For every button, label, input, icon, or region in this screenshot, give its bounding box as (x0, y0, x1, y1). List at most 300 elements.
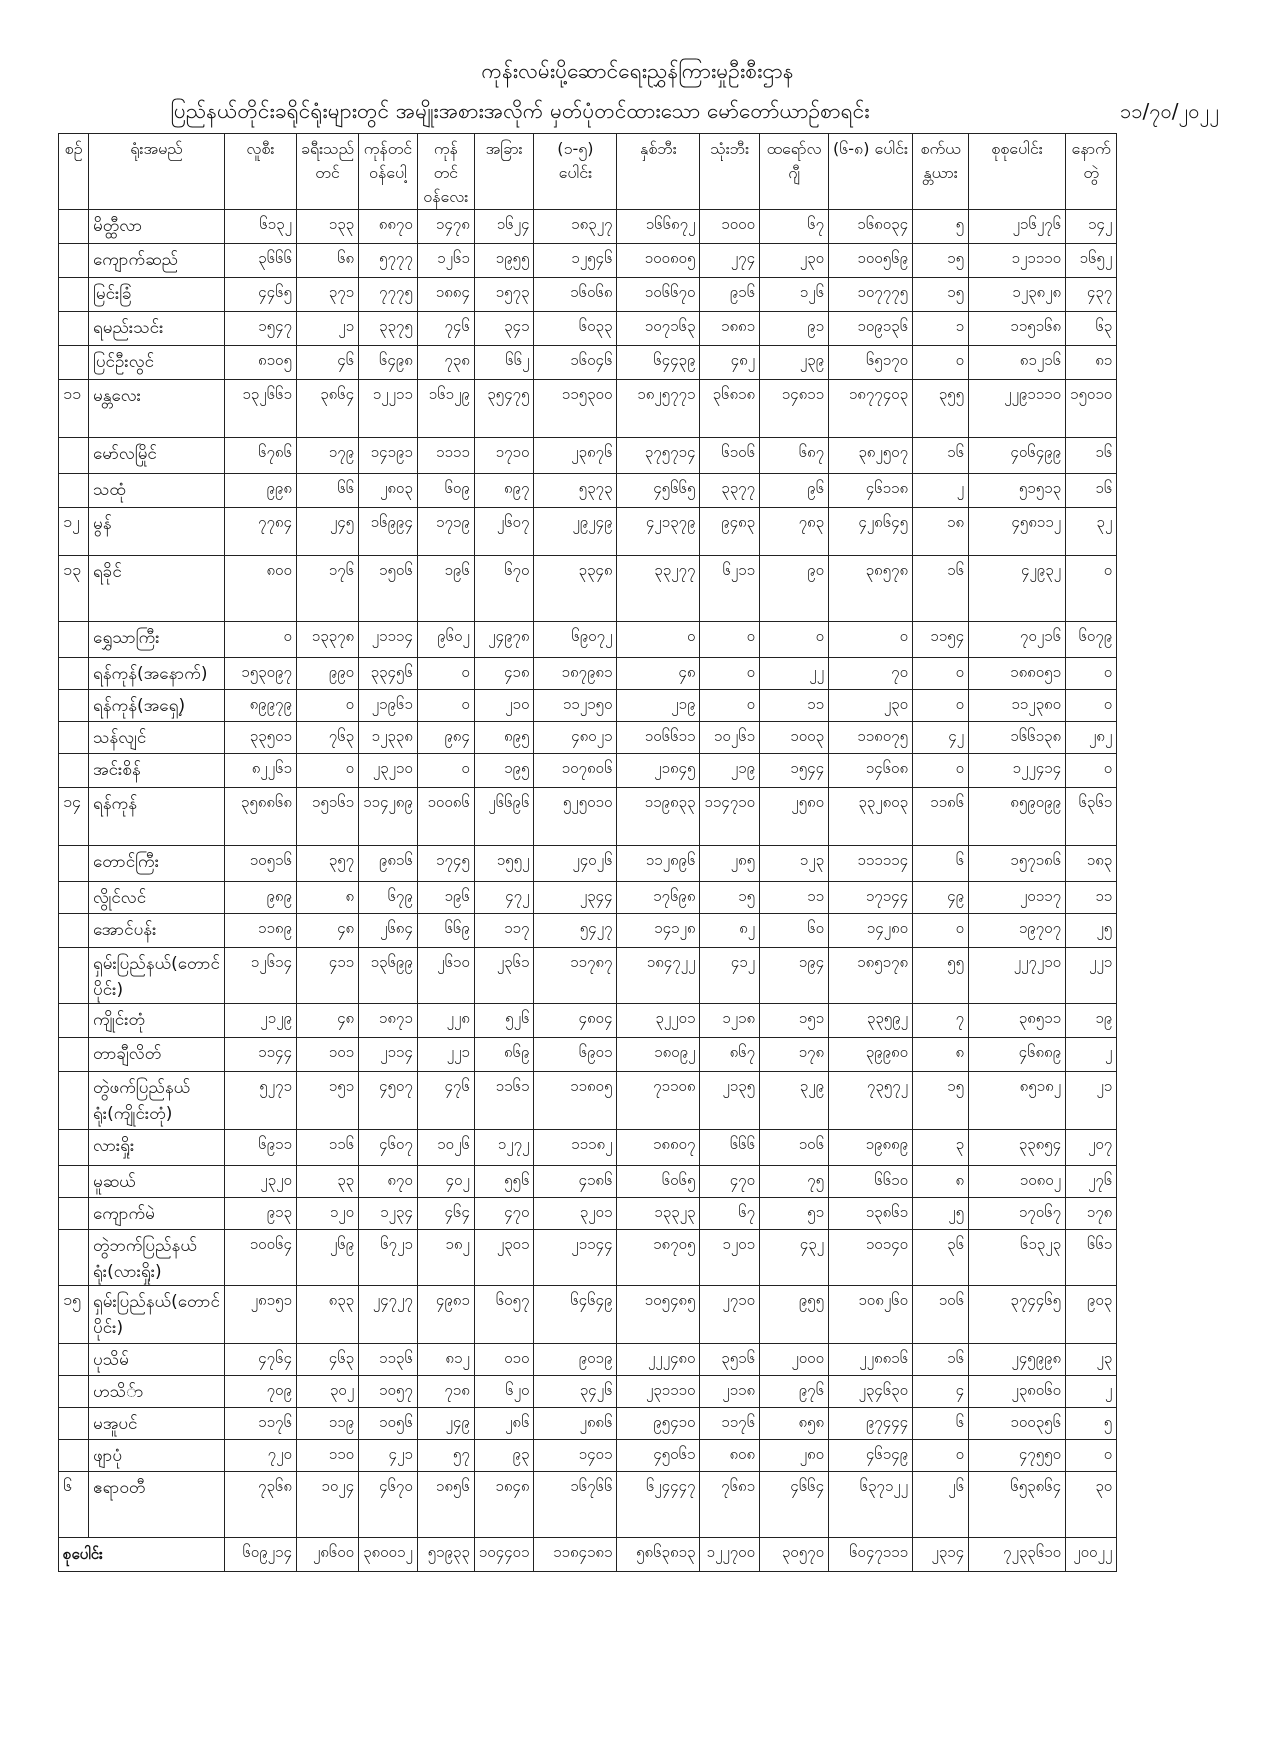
cell-value: ၂၆၉ (296, 1230, 358, 1286)
table-row (59, 788, 1117, 846)
cell-value: ၃၂၉ (760, 1072, 829, 1130)
cell-value: ၇၅ (760, 1166, 829, 1198)
cell-value: ၂၈၆ (474, 1408, 534, 1440)
office-name: ဖျာပုံ (89, 1440, 225, 1472)
cell-value: ၁၀၉၁၃၆ (829, 312, 913, 346)
office-name: ကျောက်ဆည် (89, 244, 225, 278)
cell-value: ၅၄၂၇ (534, 914, 617, 948)
cell-value: ၁၄၂၈၀ (829, 914, 913, 948)
cell-value: ၁၀၀၈၆ (417, 788, 474, 846)
row-index (59, 1004, 89, 1038)
cell-value: ၄၂၁၃၇၉ (617, 508, 700, 556)
total-value: ၆၀၄၇၁၁၁ (829, 1538, 913, 1572)
cell-value: ၆၆၂ (474, 346, 534, 380)
cell-value: ၂၃၉ (760, 346, 829, 380)
cell-value: ၁၄၇၈ (417, 210, 474, 244)
cell-value: ၀ (700, 658, 760, 690)
cell-value: ၁၈၄၈ (474, 1472, 534, 1538)
cell-value: ၁၀၇၈၀၆ (534, 754, 617, 788)
cell-value: ၂ (913, 474, 969, 508)
office-name: တွဲဘက်ပြည်နယ်ရုံး(လားရှိုး) (89, 1230, 225, 1286)
cell-value: ၁၇၁၄၄ (829, 882, 913, 914)
cell-value: ၂၇၄ (700, 244, 760, 278)
row-index (59, 438, 89, 474)
cell-value: ၃၅၈၈၆၈ (224, 788, 296, 846)
cell-value: ၁၆၂၄ (474, 210, 534, 244)
cell-value: ၀ (913, 346, 969, 380)
col-header: သုံးဘီး (700, 134, 760, 210)
cell-value: ၈၅၁၈၂ (969, 1072, 1066, 1130)
cell-value: ၃၂၀၁ (534, 1198, 617, 1230)
cell-value: ၁၈၈၀၅၁ (969, 658, 1066, 690)
cell-value: ၇၈၃ (760, 508, 829, 556)
cell-value: ၃၅၄၇၅ (474, 380, 534, 438)
office-name: တောင်ကြီး (89, 846, 225, 882)
cell-value: ၁၁၂၁၅၀ (534, 690, 617, 722)
cell-value: ၆၆၁၀ (829, 1166, 913, 1198)
cell-value: ၆၀၃၃ (534, 312, 617, 346)
cell-value: ၁၅ (700, 882, 760, 914)
cell-value: ၇၃၆၈ (224, 1472, 296, 1538)
cell-value: ၂၁၀ (474, 690, 534, 722)
cell-value: ၇၆၈၁ (700, 1472, 760, 1538)
cell-value: ၂၄၉ (417, 1408, 474, 1440)
table-row (59, 1344, 1117, 1376)
cell-value: ၆၆၆ (700, 1130, 760, 1166)
cell-value: ၈၉၇ (474, 474, 534, 508)
cell-value: ၆၃ (1066, 312, 1117, 346)
table-row (59, 1072, 1117, 1130)
cell-value: ၅၂၆ (474, 1004, 534, 1038)
cell-value: ၈၁၂၁၆ (969, 346, 1066, 380)
cell-value: ၉၁၃ (224, 1198, 296, 1230)
cell-value: ၂၁၁၄၄ (534, 1230, 617, 1286)
cell-value: ၁၁၆၁ (474, 1072, 534, 1130)
cell-value: ၅၁၅၁၃ (969, 474, 1066, 508)
cell-value: ၉၆ (760, 474, 829, 508)
total-value: ၂၀၀၂၂ (1066, 1538, 1117, 1572)
cell-value: ၁၇၁၀ (474, 438, 534, 474)
table-row (59, 474, 1117, 508)
cell-value: ၆ (913, 1408, 969, 1440)
cell-value: ၃၅၅ (913, 380, 969, 438)
cell-value: ၁၆၀၄၆ (534, 346, 617, 380)
cell-value: ၂၃၀ (760, 244, 829, 278)
office-name: ရမည်းသင်း (89, 312, 225, 346)
cell-value: ၇၄၆ (417, 312, 474, 346)
cell-value: ၂၃၈၀၆၀ (969, 1376, 1066, 1408)
table-row (59, 438, 1117, 474)
cell-value: ၁၅ (913, 244, 969, 278)
office-name: ဧရာဝတီ (89, 1472, 225, 1538)
cell-value: ၁၈၇၀၅ (617, 1230, 700, 1286)
cell-value: ၆၄၄၃၉ (617, 346, 700, 380)
cell-value: ၁၁၃၆ (359, 1344, 418, 1376)
cell-value: ၂ (1066, 1376, 1117, 1408)
cell-value: ၇၀ (829, 658, 913, 690)
cell-value: ၃၃၂၇၇ (617, 556, 700, 622)
cell-value: ၁၅၅၂ (474, 846, 534, 882)
total-value: ၁၂၂၇၀၀ (700, 1538, 760, 1572)
cell-value: ၂၀၀၀ (760, 1344, 829, 1376)
table-row (59, 346, 1117, 380)
cell-value: ၂၅၈၀ (760, 788, 829, 846)
cell-value: ၁၉၄ (760, 948, 829, 1004)
row-index: ၁၄ (59, 788, 89, 846)
cell-value: ၂၃၀၁ (474, 1230, 534, 1286)
cell-value: ၆၂၀ (474, 1376, 534, 1408)
cell-value: ၅၁ (760, 1198, 829, 1230)
table-row (59, 278, 1117, 312)
cell-value: ၁၈၇၁ (359, 1004, 418, 1038)
office-name: သန်လျင် (89, 722, 225, 754)
cell-value: ၈ (296, 882, 358, 914)
cell-value: ၉၇၄၄၄ (829, 1408, 913, 1440)
cell-value: ၆၁၃၂ (224, 210, 296, 244)
cell-value: ၂၈၅ (700, 846, 760, 882)
cell-value: ၁၄၁၂၈ (617, 914, 700, 948)
cell-value: ၈၃၃ (296, 1286, 358, 1344)
cell-value: ၆၀၉ (417, 474, 474, 508)
cell-value: ၁၁၉၈၃၃ (617, 788, 700, 846)
cell-value: ၁၂၃၄ (359, 1198, 418, 1230)
cell-value: ၁၁၂၈၉၆ (617, 846, 700, 882)
cell-value: ၇ (913, 1004, 969, 1038)
cell-value: ၂၂၂၄၈၀ (617, 1344, 700, 1376)
cell-value: ၁၄၁၉၁ (359, 438, 418, 474)
cell-value: ၆၇ (760, 210, 829, 244)
cell-value: ၁၈၈၁ (700, 312, 760, 346)
cell-value: ၆၀ (760, 914, 829, 948)
row-index (59, 1072, 89, 1130)
cell-value: ၆၇၀ (474, 556, 534, 622)
cell-value: ၁၀၅၄၈၅ (617, 1286, 700, 1344)
row-index (59, 948, 89, 1004)
cell-value: ၁၁၆ (296, 1130, 358, 1166)
cell-value: ၄၈၀၂၁ (534, 722, 617, 754)
table-row (59, 312, 1117, 346)
cell-value: ၃၇၄၄၆၅ (969, 1286, 1066, 1344)
cell-value: ၅၃၇၃ (534, 474, 617, 508)
cell-value: ၁၄၂ (1066, 210, 1117, 244)
cell-value: ၄၉ (913, 882, 969, 914)
office-name: ရန်ကုန် (89, 788, 225, 846)
cell-value: ၁၂၇၂ (474, 1130, 534, 1166)
cell-value: ၁၇၈ (1066, 1198, 1117, 1230)
cell-value: ၁၀၈၀၂ (969, 1166, 1066, 1198)
cell-value: ၁၁ (1066, 882, 1117, 914)
cell-value: ၈ (913, 1166, 969, 1198)
col-header: အခြား (474, 134, 534, 210)
cell-value: ၄၇၀ (700, 1166, 760, 1198)
table-row (59, 1408, 1117, 1440)
cell-value: ၄၇၆ (417, 1072, 474, 1130)
cell-value: ၈၁၂ (417, 1344, 474, 1376)
cell-value: ၉၈၁၆ (359, 846, 418, 882)
office-name: ကျောက်မဲ (89, 1198, 225, 1230)
document-title: ကုန်းလမ်းပို့ဆောင်ရေးညွှန်ကြားမှုဦးစီးဌာန (481, 59, 794, 83)
cell-value: ၀ (1066, 556, 1117, 622)
row-index (59, 1198, 89, 1230)
cell-value: ၇၆၃ (296, 722, 358, 754)
cell-value: ၁၆၁၂၉ (417, 380, 474, 438)
cell-value: ၆၂၄၄၄၇ (617, 1472, 700, 1538)
cell-value: ၄၈၂ (700, 346, 760, 380)
cell-value: ၆ (913, 846, 969, 882)
col-header: နောက်တွဲ (1066, 134, 1117, 210)
cell-value: ၁၂၃၃၈ (359, 722, 418, 754)
row-index (59, 1408, 89, 1440)
cell-value: ၅၇၇၇ (359, 244, 418, 278)
cell-value: ၀ (1066, 1440, 1117, 1472)
cell-value: ၆၅၁၇၀ (829, 346, 913, 380)
cell-value: ၁၈၇၉၈၁ (534, 658, 617, 690)
cell-value: ၆၄၉၈ (359, 346, 418, 380)
row-index (59, 1344, 89, 1376)
cell-value: ၃၆ (913, 1230, 969, 1286)
cell-value: ၃၂၂၀၁ (617, 1004, 700, 1038)
cell-value: ၇၂၀ (224, 1440, 296, 1472)
cell-value: ၄၀၆၄၉၉ (969, 438, 1066, 474)
cell-value: ၃၆၈၁၈ (700, 380, 760, 438)
cell-value: ၁၇၆၉၈ (617, 882, 700, 914)
cell-value: ၁၉၈၈၉ (829, 1130, 913, 1166)
cell-value: ၃၃၅၉၂ (829, 1004, 913, 1038)
cell-value: ၀၁၀ (474, 1344, 534, 1376)
cell-value: ၉၈၄ (417, 722, 474, 754)
cell-value: ၄၁၁ (296, 948, 358, 1004)
table-row (59, 1166, 1117, 1198)
cell-value: ၉၈၉ (224, 882, 296, 914)
cell-value: ၁၁၇၆ (224, 1408, 296, 1440)
cell-value: ၄၁၂ (700, 948, 760, 1004)
cell-value: ၈၀၀ (224, 556, 296, 622)
cell-value: ၁၉၇၀၇ (969, 914, 1066, 948)
cell-value: ၀ (913, 1440, 969, 1472)
cell-value: ၃၈၂၅၀၇ (829, 438, 913, 474)
table-row (59, 1004, 1117, 1038)
cell-value: ၄၅၈၁၁၂ (969, 508, 1066, 556)
cell-value: ၀ (417, 754, 474, 788)
cell-value: ၁၀၀၃၅၆ (969, 1408, 1066, 1440)
row-index: ၁၅ (59, 1286, 89, 1344)
cell-value: ၁၁၄၇၁၀ (700, 788, 760, 846)
cell-value: ၂၅ (1066, 914, 1117, 948)
total-value: ၃၀၅၇၀ (760, 1538, 829, 1572)
cell-value: ၁ (913, 312, 969, 346)
table-row (59, 1038, 1117, 1072)
cell-value: ၂၆ (913, 1472, 969, 1538)
cell-value: ၄၈ (296, 1004, 358, 1038)
cell-value: ၀ (913, 690, 969, 722)
cell-value: ၁၅၁၆၁ (296, 788, 358, 846)
cell-value: ၆၇၉ (359, 882, 418, 914)
cell-value: ၄၆၁၁၈ (829, 474, 913, 508)
cell-value: ၀ (417, 690, 474, 722)
cell-value: ၂၁၁၁၄ (359, 622, 418, 658)
cell-value: ၁၈၅၁၇၈ (829, 948, 913, 1004)
cell-value: ၂၈၁၅၁ (224, 1286, 296, 1344)
cell-value: ၂၄၇၂၇ (359, 1286, 418, 1344)
office-name: ရန်ကုန်(အနောက်) (89, 658, 225, 690)
cell-value: ၁၆၆၈၇၂ (617, 210, 700, 244)
table-row (59, 1130, 1117, 1166)
cell-value: ၁၀၁၄၀ (829, 1230, 913, 1286)
cell-value: ၀ (913, 658, 969, 690)
cell-value: ၁၁၁၁ (417, 438, 474, 474)
office-name: မန္တလေး (89, 380, 225, 438)
cell-value: ၂၄၀၂၆ (534, 846, 617, 882)
cell-value: ၀ (224, 622, 296, 658)
total-value: ၅၈၆၃၈၁၃ (617, 1538, 700, 1572)
cell-value: ၂၃၂၀ (224, 1166, 296, 1198)
cell-value: ၄၅၀၇ (359, 1072, 418, 1130)
table-row (59, 846, 1117, 882)
cell-value: ၃၄၁ (474, 312, 534, 346)
cell-value: ၆၀၅၇ (474, 1286, 534, 1344)
cell-value: ၃၃ (296, 1166, 358, 1198)
cell-value: ၁၈၅၆ (417, 1472, 474, 1538)
cell-value: ၁၅၀၁၀ (1066, 380, 1117, 438)
cell-value: ၁၀၀၈၀၅ (617, 244, 700, 278)
cell-value: ၁၁၈၆ (913, 788, 969, 846)
cell-value: ၈၅၉၀၉၉ (969, 788, 1066, 846)
cell-value: ၉၃ (474, 1440, 534, 1472)
cell-value: ၄၆၄ (417, 1198, 474, 1230)
cell-value: ၁၇၆ (296, 556, 358, 622)
total-row (59, 1538, 1117, 1572)
cell-value: ၃၃၄၈ (534, 556, 617, 622)
cell-value: ၁၈၄၇၂၂ (617, 948, 700, 1004)
cell-value: ၇၇၇၅ (359, 278, 418, 312)
cell-value: ၅၅၆ (474, 1166, 534, 1198)
cell-value: ၄၀၂ (417, 1166, 474, 1198)
cell-value: ၃၂ (1066, 508, 1117, 556)
cell-value: ၅၂၇၁ (224, 1072, 296, 1130)
cell-value: ၃၈၆၄ (296, 380, 358, 438)
cell-value: ၈၆၇ (700, 1038, 760, 1072)
cell-value: ၁၂၀၁ (700, 1230, 760, 1286)
office-name: မိတ္ထီလာ (89, 210, 225, 244)
cell-value: ၂၆၆၉၆ (474, 788, 534, 846)
cell-value: ၆၃၇၁၂၂ (829, 1472, 913, 1538)
office-name: ပုသိမ် (89, 1344, 225, 1376)
cell-value: ၂၆၁၀ (417, 948, 474, 1004)
cell-value: ၆၇ (700, 1198, 760, 1230)
cell-value: ၉၉၈ (224, 474, 296, 508)
total-value: ၁၀၄၄၀၁ (474, 1538, 534, 1572)
cell-value: ၁၁၇၈၇ (534, 948, 617, 1004)
cell-value: ၇၃၈ (417, 346, 474, 380)
cell-value: ၆၂၁၁ (700, 556, 760, 622)
office-name: သထုံ (89, 474, 225, 508)
cell-value: ၈၂ (700, 914, 760, 948)
cell-value: ၀ (700, 622, 760, 658)
cell-value: ၃၃၄၅၆ (359, 658, 418, 690)
cell-value: ၂၃၀ (829, 690, 913, 722)
row-index (59, 1166, 89, 1198)
col-header: ထရော်လ ဂျီ (760, 134, 829, 210)
cell-value: ၆၉၀၇၂ (534, 622, 617, 658)
cell-value: ၇၀၂၁၆ (969, 622, 1066, 658)
office-name: ရှမ်းပြည်နယ်(တောင်ပိုင်း) (89, 1286, 225, 1344)
cell-value: ၁၄၆၀၈ (829, 754, 913, 788)
cell-value: ၁၅၃၀၉၇ (224, 658, 296, 690)
cell-value: ၁၀၇၁၆၃ (617, 312, 700, 346)
cell-value: ၈၁၀၅ (224, 346, 296, 380)
cell-value: ၇၀၉ (224, 1376, 296, 1408)
cell-value: ၁၆ (913, 556, 969, 622)
cell-value: ၈၅၈ (760, 1408, 829, 1440)
cell-value: ၁၀၈၂၆၀ (829, 1286, 913, 1344)
cell-value: ၂၃၈၇၆ (534, 438, 617, 474)
cell-value: ၁၁၇ (474, 914, 534, 948)
cell-value: ၃၃၈၅၄ (969, 1130, 1066, 1166)
cell-value: ၁၇၄၅ (417, 846, 474, 882)
cell-value: ၉၇၆ (760, 1376, 829, 1408)
cell-value: ၀ (296, 754, 358, 788)
cell-value: ၂၂၉၁၁၁၀ (969, 380, 1066, 438)
cell-value: ၁၆ (1066, 474, 1117, 508)
office-name: ဟသိ်ာ (89, 1376, 225, 1408)
cell-value: ၀ (1066, 690, 1117, 722)
total-value: ၇၂၃၃၆၁၀ (969, 1538, 1066, 1572)
cell-value: ၀ (700, 690, 760, 722)
row-index (59, 278, 89, 312)
cell-value: ၀ (296, 690, 358, 722)
cell-value: ၁၁၁၁၁၄ (829, 846, 913, 882)
cell-value: ၁၀၆ (760, 1130, 829, 1166)
cell-value: ၁၂၃၈၂၈ (969, 278, 1066, 312)
cell-value: ၉၄၈၃ (700, 508, 760, 556)
cell-value: ၅ (1066, 1408, 1117, 1440)
vehicle-registration-table (58, 133, 1117, 1572)
cell-value: ၁၆၇၆၆ (534, 1472, 617, 1538)
cell-value: ၁၈ (913, 508, 969, 556)
cell-value: ၁၁၉ (296, 1408, 358, 1440)
table-row (59, 622, 1117, 658)
cell-value: ၄၆၁၄၉ (829, 1440, 913, 1472)
cell-value: ၈၀၈ (700, 1440, 760, 1472)
cell-value: ၃၃၂၈၀၃ (829, 788, 913, 846)
cell-value: ၃၃၇၅ (359, 312, 418, 346)
cell-value: ၁၀၀၃ (760, 722, 829, 754)
cell-value: ၁၆ (913, 438, 969, 474)
cell-value: ၃ (913, 1130, 969, 1166)
table-header-row (59, 134, 1117, 210)
cell-value: ၁၆၈၀၃၄ (829, 210, 913, 244)
table-row (59, 244, 1117, 278)
cell-value: ၁၉၅ (474, 754, 534, 788)
cell-value: ၁၉ (1066, 1004, 1117, 1038)
cell-value: ၁၁၈၉ (224, 914, 296, 948)
total-value: ၅၁၉၃၃ (417, 1538, 474, 1572)
office-name: တွဲဖက်ပြည်နယ်ရုံး(ကျိုင်းတုံ) (89, 1072, 225, 1130)
cell-value: ၄၃၂ (760, 1230, 829, 1286)
total-value: ၂၈၆၀၀ (296, 1538, 358, 1572)
cell-value: ၄၄၆၅ (224, 278, 296, 312)
cell-value: ၁၁၇၆ (700, 1408, 760, 1440)
row-index (59, 1230, 89, 1286)
cell-value: ၄၆၈၈၉ (969, 1038, 1066, 1072)
cell-value: ၉၀ (760, 556, 829, 622)
cell-value: ၇၃၅၇၂ (829, 1072, 913, 1130)
cell-value: ၁၁၄၂၈၉ (359, 788, 418, 846)
office-name: ရန်ကုန်(အရှေ့) (89, 690, 225, 722)
col-header: ကုန်တင်ဝန်ပေါ့ (359, 134, 418, 210)
cell-value: ၆၆၁ (1066, 1230, 1117, 1286)
cell-value: ၂၈၀ (760, 1440, 829, 1472)
